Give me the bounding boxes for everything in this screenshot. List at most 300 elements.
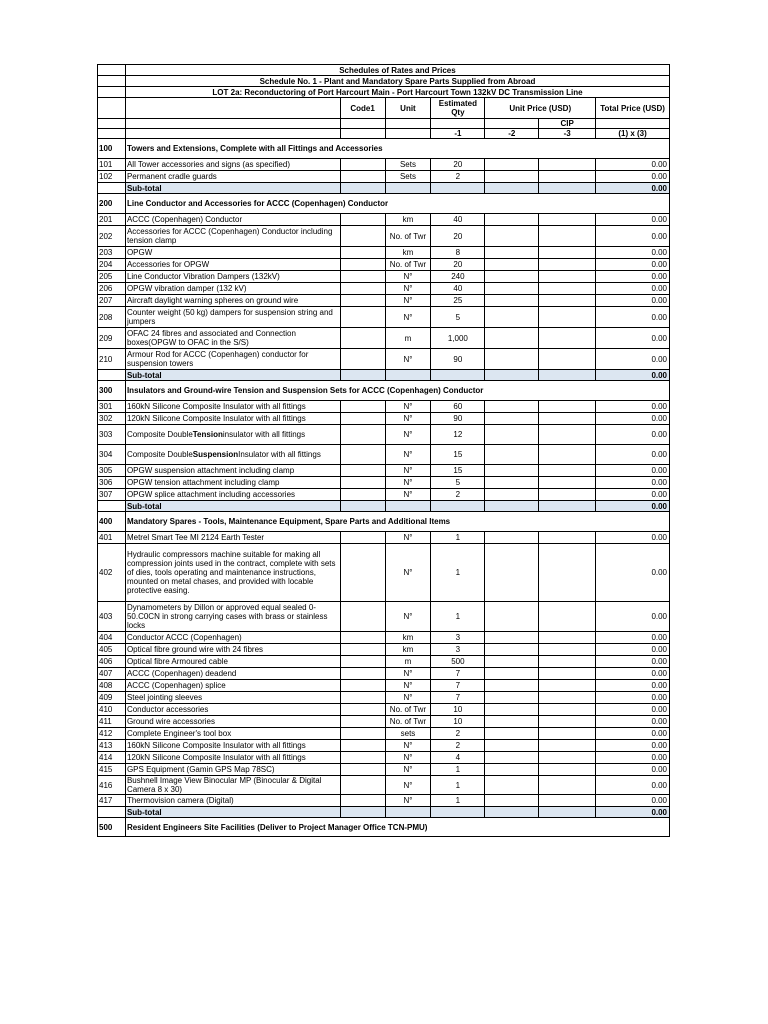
item-description: Conductor accessories [126,704,341,715]
item-total: 0.00 [596,632,670,643]
item-number: 403 [98,602,126,631]
item-unit: N° [386,680,432,691]
item-unit-price [485,656,539,667]
idx-up: -2 [485,129,539,138]
item-description: Conductor ACCC (Copenhagen) [126,632,341,643]
subtotal-row [97,182,670,193]
item-total: 0.00 [596,171,670,182]
item-unit-price [485,477,539,488]
table-row [97,444,670,464]
table-row [97,158,670,170]
item-total: 0.00 [596,295,670,306]
item-unit-price [485,668,539,679]
item-cip [539,159,596,170]
item-qty: 7 [431,680,485,691]
item-total: 0.00 [596,668,670,679]
item-code [341,656,386,667]
section-title: Towers and Extensions, Complete with all Fittings and Accessories [126,139,670,158]
table-row [97,715,670,727]
item-unit-price [485,283,539,294]
item-unit: No. of Twr [386,259,432,270]
item-number: 206 [98,283,126,294]
item-description: Accessories for OPGW [126,259,341,270]
item-cip [539,401,596,412]
item-unit: N° [386,307,432,327]
item-qty: 1 [431,795,485,806]
item-number: 208 [98,307,126,327]
item-unit: m [386,656,432,667]
item-unit-price [485,764,539,775]
item-unit: km [386,214,432,225]
item-cip [539,602,596,631]
item-cip [539,328,596,348]
item-description: 160kN Silicone Composite Insulator with all fittings [126,401,341,412]
table-row [97,213,670,225]
item-total: 0.00 [596,716,670,727]
table-row [97,667,670,679]
blank-cell [98,65,126,75]
schedule-row [97,75,670,86]
col-qty: Estimated Qty [431,98,485,118]
item-number: 202 [98,226,126,246]
item-number: 203 [98,247,126,258]
item-cip [539,465,596,476]
item-cip [539,680,596,691]
item-total: 0.00 [596,680,670,691]
item-code [341,465,386,476]
item-qty: 1 [431,776,485,794]
item-code [341,776,386,794]
blank-cell [341,129,386,138]
section-title: Line Conductor and Accessories for ACCC (Copenhagen) Conductor [126,194,670,213]
item-unit: N° [386,602,432,631]
item-unit-price [485,602,539,631]
item-cip [539,644,596,655]
blank-cell [98,807,126,817]
item-code [341,401,386,412]
item-total: 0.00 [596,740,670,751]
table-row [97,543,670,601]
item-total: 0.00 [596,271,670,282]
subtotal-label: Sub-total [126,183,341,193]
item-number: 412 [98,728,126,739]
item-cip [539,425,596,444]
subtotal-value: 0.00 [596,807,670,817]
item-qty: 10 [431,716,485,727]
item-total: 0.00 [596,602,670,631]
item-number: 301 [98,401,126,412]
item-number: 305 [98,465,126,476]
item-description: Composite Double Tension insulator with all fittings [126,425,341,444]
blank-cell [386,501,432,511]
item-code [341,214,386,225]
item-cip [539,752,596,763]
item-cip [539,544,596,601]
title-row [97,64,670,75]
item-description: Dynamometers by Dillon or approved equal sealed 0-50.C0CN in strong carrying cases with brass or stainless locks [126,602,341,631]
subtotal-label: Sub-total [126,370,341,380]
item-unit: N° [386,532,432,543]
item-code [341,532,386,543]
item-cip [539,413,596,424]
item-total: 0.00 [596,401,670,412]
item-number: 415 [98,764,126,775]
item-total: 0.00 [596,704,670,715]
table-row [97,246,670,258]
item-unit: No. of Twr [386,704,432,715]
item-code [341,328,386,348]
col-code: Code1 [341,98,386,118]
item-number: 407 [98,668,126,679]
item-cip [539,764,596,775]
item-unit: N° [386,445,432,464]
item-total: 0.00 [596,349,670,369]
blank-cell [539,807,596,817]
item-description: Metrel Smart Tee MI 2124 Earth Tester [126,532,341,543]
table-row [97,170,670,182]
table-row [97,631,670,643]
item-description: Hydraulic compressors machine suitable for making all compression joints used in the contract, complete with sets of dies, tools operating and maintenance instructions, mounted on metal chases, and provided with locable protective easing. [126,544,341,601]
item-total: 0.00 [596,532,670,543]
lot-row [97,86,670,97]
table-row [97,400,670,412]
item-description: OFAC 24 fibres and associated and Connection boxes(OPGW to OFAC in the S/S) [126,328,341,348]
item-number: 416 [98,776,126,794]
item-code [341,307,386,327]
item-unit-price [485,214,539,225]
idx-qty: -1 [431,129,485,138]
blank-cell [98,98,126,118]
item-number: 101 [98,159,126,170]
item-number: 413 [98,740,126,751]
table-row [97,655,670,667]
item-unit: N° [386,413,432,424]
item-unit: N° [386,477,432,488]
blank-cell [98,119,126,128]
subtotal-label: Sub-total [126,807,341,817]
item-code [341,159,386,170]
item-qty: 5 [431,307,485,327]
item-unit-price [485,226,539,246]
item-total: 0.00 [596,795,670,806]
item-number: 401 [98,532,126,543]
item-unit: km [386,632,432,643]
blank-cell [485,183,539,193]
item-qty: 10 [431,704,485,715]
item-unit-price [485,644,539,655]
cip-row [97,118,670,128]
blank-cell [98,370,126,380]
item-cip [539,704,596,715]
item-description: 120kN Silicone Composite Insulator with all fittings [126,752,341,763]
item-description: OPGW suspension attachment including clamp [126,465,341,476]
item-cip [539,728,596,739]
item-cip [539,271,596,282]
item-unit-price [485,349,539,369]
blank-cell [485,501,539,511]
item-number: 402 [98,544,126,601]
item-unit-price [485,716,539,727]
table-row [97,225,670,246]
item-number: 302 [98,413,126,424]
item-cip [539,247,596,258]
item-number: 404 [98,632,126,643]
blank-cell [341,370,386,380]
item-qty: 2 [431,728,485,739]
item-description: OPGW splice attachment including accessories [126,489,341,500]
item-cip [539,445,596,464]
item-description: Optical fibre Armoured cable [126,656,341,667]
blank-cell [431,119,485,128]
item-code [341,795,386,806]
item-qty: 3 [431,644,485,655]
item-unit-price [485,425,539,444]
item-unit-price [485,465,539,476]
item-code [341,425,386,444]
item-unit-price [485,307,539,327]
lot-title: LOT 2a: Reconductoring of Port Harcourt Main - Port Harcourt Town 132kV DC Transmission Line [126,87,670,97]
item-code [341,668,386,679]
section-code: 500 [98,818,126,836]
item-code [341,413,386,424]
item-qty: 7 [431,692,485,703]
blank-cell [126,98,341,118]
item-unit-price [485,171,539,182]
item-unit-price [485,401,539,412]
item-code [341,716,386,727]
item-total: 0.00 [596,644,670,655]
item-unit: N° [386,401,432,412]
item-code [341,171,386,182]
section-header-row [97,817,670,837]
item-code [341,271,386,282]
item-total: 0.00 [596,413,670,424]
item-description: Steel jointing sleeves [126,692,341,703]
table-row [97,703,670,715]
table-row [97,306,670,327]
item-description: Permanent cradle guards [126,171,341,182]
blank-cell [485,119,539,128]
schedule-subtitle: Schedule No. 1 - Plant and Mandatory Spare Parts Supplied from Abroad [126,76,670,86]
section-code: 100 [98,139,126,158]
item-unit-price [485,271,539,282]
section-code: 400 [98,512,126,531]
blank-cell [386,129,432,138]
item-unit-price [485,680,539,691]
table-row [97,751,670,763]
section-title: Resident Engineers Site Facilities (Deliver to Project Manager Office TCN-PMU) [126,818,670,836]
item-total: 0.00 [596,692,670,703]
item-unit: Sets [386,159,432,170]
blank-cell [126,119,341,128]
section-code: 300 [98,381,126,400]
item-qty: 2 [431,171,485,182]
item-number: 204 [98,259,126,270]
blank-cell [386,183,432,193]
item-description: Accessories for ACCC (Copenhagen) Conductor including tension clamp [126,226,341,246]
item-total: 0.00 [596,214,670,225]
item-cip [539,692,596,703]
item-qty: 2 [431,740,485,751]
col-cip: CIP [539,119,596,128]
item-total: 0.00 [596,247,670,258]
item-description: Line Conductor Vibration Dampers (132kV) [126,271,341,282]
idx-total: (1) x (3) [596,129,670,138]
item-number: 307 [98,489,126,500]
item-description: Complete Engineer's tool box [126,728,341,739]
item-cip [539,295,596,306]
item-code [341,752,386,763]
blank-cell [341,501,386,511]
item-qty: 15 [431,445,485,464]
item-total: 0.00 [596,728,670,739]
item-code [341,602,386,631]
item-qty: 15 [431,465,485,476]
blank-cell [431,370,485,380]
item-unit-price [485,413,539,424]
subtotal-value: 0.00 [596,370,670,380]
item-qty: 40 [431,283,485,294]
subtotal-row [97,500,670,511]
item-qty: 20 [431,159,485,170]
item-cip [539,776,596,794]
blank-cell [341,807,386,817]
col-total: Total Price (USD) [596,98,670,118]
item-qty: 40 [431,214,485,225]
item-description: Aircraft daylight warning spheres on ground wire [126,295,341,306]
item-unit-price [485,532,539,543]
item-number: 205 [98,271,126,282]
item-unit-price [485,728,539,739]
blank-cell [98,501,126,511]
table-row [97,348,670,369]
blank-cell [539,183,596,193]
item-description: OPGW [126,247,341,258]
item-qty: 20 [431,226,485,246]
item-total: 0.00 [596,776,670,794]
table-body [97,138,670,837]
item-number: 409 [98,692,126,703]
item-total: 0.00 [596,477,670,488]
item-code [341,764,386,775]
item-code [341,226,386,246]
blank-cell [539,370,596,380]
subtotal-label: Sub-total [126,501,341,511]
item-qty: 20 [431,259,485,270]
section-title: Mandatory Spares - Tools, Maintenance Equipment, Spare Parts and Additional Items [126,512,670,531]
item-total: 0.00 [596,283,670,294]
table-row [97,739,670,751]
table-row [97,727,670,739]
blank-cell [98,87,126,97]
item-description: Bushnell Image View Binocular MP (Binocular & Digital Camera 8 x 30) [126,776,341,794]
item-cip [539,349,596,369]
item-number: 405 [98,644,126,655]
item-total: 0.00 [596,259,670,270]
blank-cell [126,129,341,138]
item-qty: 240 [431,271,485,282]
item-unit-price [485,445,539,464]
section-title: Insulators and Ground-wire Tension and Suspension Sets for ACCC (Copenhagen) Conductor [126,381,670,400]
item-unit: N° [386,740,432,751]
item-unit: N° [386,283,432,294]
section-code: 200 [98,194,126,213]
item-description: All Tower accessories and signs (as specified) [126,159,341,170]
item-qty: 90 [431,413,485,424]
col-unit: Unit [386,98,432,118]
item-unit: N° [386,489,432,500]
item-unit: km [386,644,432,655]
item-code [341,680,386,691]
item-qty: 1 [431,532,485,543]
blank-cell [431,183,485,193]
item-unit: km [386,247,432,258]
item-number: 414 [98,752,126,763]
item-cip [539,656,596,667]
item-unit: N° [386,692,432,703]
item-cip [539,668,596,679]
item-unit-price [485,692,539,703]
item-total: 0.00 [596,752,670,763]
item-cip [539,532,596,543]
item-unit: N° [386,544,432,601]
item-unit-price [485,740,539,751]
item-qty: 7 [431,668,485,679]
section-header-row [97,511,670,531]
item-qty: 90 [431,349,485,369]
table-row [97,643,670,655]
item-code [341,259,386,270]
blank-cell [98,183,126,193]
item-total: 0.00 [596,465,670,476]
blank-cell [386,119,432,128]
item-code [341,247,386,258]
item-qty: 1 [431,544,485,601]
item-code [341,445,386,464]
table-row [97,775,670,794]
item-cip [539,716,596,727]
item-description: OPGW tension attachment including clamp [126,477,341,488]
item-unit: N° [386,349,432,369]
item-unit: N° [386,295,432,306]
item-number: 406 [98,656,126,667]
item-description: GPS Equipment (Gamin GPS Map 78SC) [126,764,341,775]
table-row [97,424,670,444]
schedule-sheet [97,64,670,837]
item-qty: 2 [431,489,485,500]
item-code [341,632,386,643]
blank-cell [98,129,126,138]
item-qty: 1 [431,602,485,631]
item-unit: No. of Twr [386,716,432,727]
item-total: 0.00 [596,328,670,348]
table-row [97,412,670,424]
column-header-row [97,97,670,118]
item-total: 0.00 [596,445,670,464]
item-qty: 1 [431,764,485,775]
blank-cell [341,119,386,128]
idx-cip: -3 [539,129,596,138]
item-total: 0.00 [596,226,670,246]
item-description: Ground wire accessories [126,716,341,727]
table-row [97,679,670,691]
item-unit: N° [386,764,432,775]
item-description: OPGW vibration damper (132 kV) [126,283,341,294]
subtotal-row [97,369,670,380]
item-unit-price [485,776,539,794]
item-code [341,728,386,739]
item-cip [539,740,596,751]
